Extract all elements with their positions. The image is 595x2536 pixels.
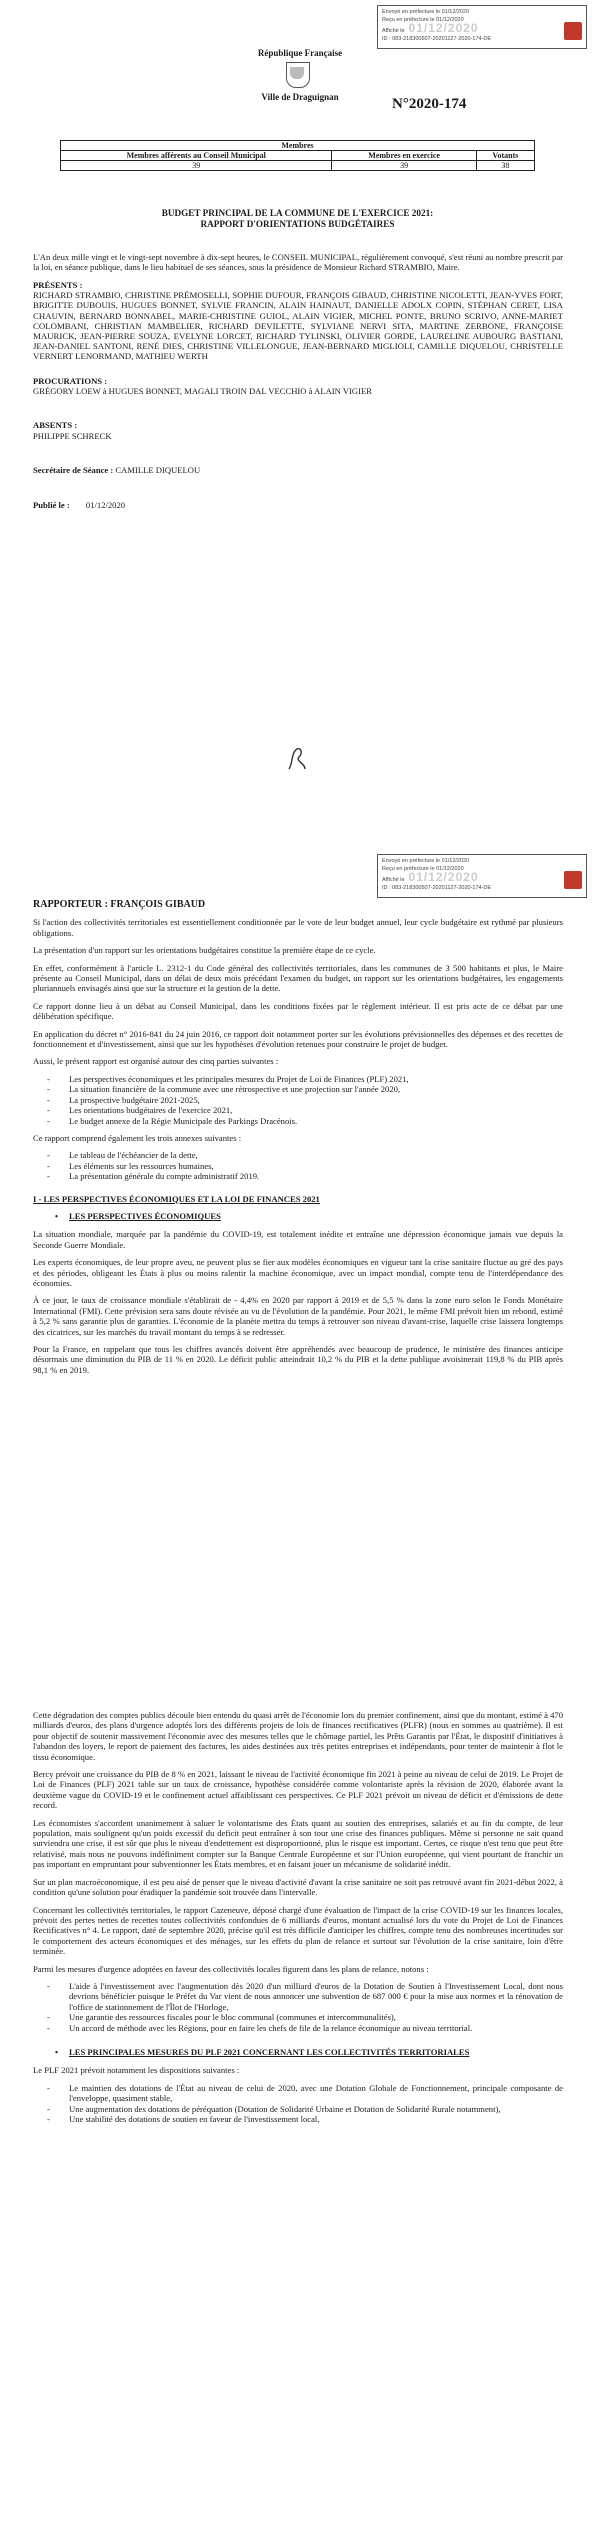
stamp-logo-icon — [564, 871, 582, 889]
subsection-list — [33, 2047, 563, 2057]
page2-paragraph-8: La situation mondiale, marquée par la pandémie du COVID-19, est totalement inédite et entraîne une dépression économique jamais vue depuis la Seconde Guerre Mondiale. — [33, 1229, 563, 1250]
page3-paragraph-7: Le PLF 2021 prévoit notamment les dispositions suivantes : — [33, 2065, 240, 2076]
members-value-votants: 38 — [476, 161, 534, 171]
page2-paragraph-3: En effet, conformément à l'article L. 2312-1 du Code général des collectivités territoriales, dans les communes de 3 500 habitants et plus, le Maire présente au Conseil Municipal, dans un délai de deux mois précédant l'examen du budget, un rapport sur les orientations budgétaires, les engagements pluriannuels envisagés ainsi que sur la structure et la gestion de la dette. — [33, 962, 563, 994]
page2-paragraph-6: Aussi, le présent rapport est organisé autour des cinq parties suivantes : — [33, 1056, 279, 1067]
section-1-heading: I - LES PERSPECTIVES ÉCONOMIQUES ET LA LOI DE FINANCES 2021 — [33, 1193, 320, 1204]
plf-measures-list — [33, 2083, 563, 2125]
secretaire-text: CAMILLE DIQUELOU — [115, 465, 201, 476]
title-line-2: RAPPORT D'ORIENTATIONS BUDGÉTAIRES — [200, 219, 395, 229]
stamp-logo-icon — [564, 22, 582, 40]
subsection-heading: • LES PRINCIPALES MESURES DU PLF 2021 CONCERNANT LES COLLECTIVITÉS TERRITORIALES — [69, 2047, 563, 2057]
stamp-line-id: ID : 083-218300507-20201127-2020-174-DE — [382, 885, 492, 891]
urgency-measures-list — [33, 1981, 563, 2033]
present-label: PRÉSENTS : — [33, 279, 83, 290]
city-crest-inner — [290, 67, 304, 79]
page1-body — [33, 252, 563, 517]
stamp-line-received: Reçu en préfecture le 01/12/2020 — [382, 866, 464, 872]
members-table — [60, 140, 535, 171]
list-item: - Les orientations budgétaires de l'exercice 2021, — [69, 1105, 563, 1115]
procurations-label: PROCURATIONS : — [33, 375, 108, 386]
members-header-exercice: Membres en exercice — [332, 151, 476, 161]
page3-body — [33, 1710, 563, 2131]
list-item: - Les éléments sur les ressources humaines, — [69, 1161, 563, 1171]
list-item: - Les perspectives économiques et les principales mesures du Projet de Loi de Finances (PLF) 2021, — [69, 1074, 563, 1084]
list-item: - Une augmentation des dotations de péréquation (Dotation de Solidarité Urbaine et Dotation de Solidarité Rurale notamment), — [69, 2104, 563, 2114]
absents-text: PHILIPPE SCHRECK — [33, 430, 112, 441]
stamp-line-sent: Envoyé en préfecture le 01/12/2020 — [382, 9, 470, 15]
stamp-line-received: Reçu en préfecture le 01/12/2020 — [382, 17, 464, 23]
stamp-posted-label: Affiché le — [382, 28, 405, 34]
stamp-line-sent: Envoyé en préfecture le 01/12/2020 — [382, 858, 470, 864]
republic-heading: République Française — [257, 48, 343, 58]
title-line-1: BUDGET PRINCIPAL DE LA COMMUNE DE L'EXERCICE 2021: — [161, 208, 434, 218]
stamp-posted-date: 01/12/2020 — [408, 870, 479, 884]
secretaire-label: Secrétaire de Séance : — [33, 465, 114, 476]
prefecture-stamp-2 — [377, 854, 587, 898]
page-separator — [0, 800, 595, 840]
stamp-posted-date: 01/12/2020 — [408, 21, 479, 35]
session-intro: L'An deux mille vingt et le vingt-sept novembre à dix-sept heures, le CONSEIL MUNICIPAL, régulièrement convoqué, s'est réuni au nombre prescrit par la loi, en séance publique, dans le lieu habituel de ses séances, sous la présidence de Monsieur Richard STRAMBIO, Maire. — [33, 252, 563, 273]
page3-paragraph-6: Parmi les mesures d'urgence adoptées en faveur des collectivités locales figurent dans les plans de relance, notons : — [33, 1963, 429, 1974]
subsection-heading: • LES PERSPECTIVES ÉCONOMIQUES — [69, 1211, 563, 1221]
page3-paragraph-1: Cette dégradation des comptes publics découle bien entendu du quasi arrêt de l'économie lors du premier confinement, ainsi que du montant, estimé à 470 milliards d'euros, des plans d'urgence adoptés lors des différents projets de lois de finances rectificatives (PLFR) (nous en sommes au quatrième). Il est pour objectif de soutenir massivement l'économie avec des mesures telles que le chômage partiel, les Prêts Garantis par l'État, le dispositif d'initiatives à l'abandon des loyers, le report de paiement des factures, les aides destinées aux très petites entreprises et indépendants, pour tenter de maintenir à flot le tissu économique. — [33, 1710, 563, 1762]
members-header-votants: Votants — [476, 151, 534, 161]
signature-mark-icon — [285, 745, 309, 773]
list-item: - Une stabilité des dotations de soutien en faveur de l'investissement local, — [69, 2114, 563, 2124]
document-page-1 — [0, 0, 595, 800]
list-item: - Le maintien des dotations de l'État au niveau de celui de 2020, avec une Dotation Globale de Fonctionnement, principale composante de l'enveloppe, quasiment stable, — [69, 2083, 563, 2104]
list-item: - Un accord de méthode avec les Régions, pour en faire les chefs de file de la relance économique au niveau territorial. — [69, 2023, 563, 2033]
page2-paragraph-1: Si l'action des collectivités territoriales est essentiellement conditionnée par le vote de leur budget annuel, leur cycle budgétaire est rythmé par plusieurs obligations. — [33, 917, 563, 938]
document-title — [60, 208, 535, 230]
list-item: - Le tableau de l'échéancier de la dette, — [69, 1150, 563, 1160]
rapporteur-heading: RAPPORTEUR : FRANÇOIS GIBAUD — [33, 899, 206, 910]
city-name: Ville de Draguignan — [261, 92, 339, 102]
document-page-2 — [0, 840, 595, 1660]
publie-label: Publié le : — [33, 499, 70, 510]
page2-paragraph-2: La présentation d'un rapport sur les orientations budgétaires constitue la première étape de ce cycle. — [33, 945, 376, 956]
list-item: - La prospective budgétaire 2021-2025, — [69, 1095, 563, 1105]
list-item: - La présentation générale du compte administratif 2019. — [69, 1171, 563, 1181]
page3-paragraph-3: Les économistes s'accordent unanimement à saluer le volontarisme des États quant au soutien des entreprises, salariés et au fin du compte, de leur population, mais soulignent qu'un poids excessif du deficit peut entraîner à son tour une crise des finances publiques. Même si personne ne sait quand surviendra une crise, il est sûr que plus le niveau d'endettement est disproportionné, plus le risque est important. Certes, ce risque n'est tenu que peut être relativisé, mais nous ne pouvons indéfiniment compter sur la Banque Centrale Européenne et sur l'Union européenne, qui vient pourtant de franchir un pas important en empruntant pour subventionner les États membres, et en faisant jouer un mécanisme de solidarité inédit. — [33, 1817, 563, 1870]
subsection-list — [33, 1211, 563, 1221]
members-header-afferents: Membres afférents au Conseil Municipal — [61, 151, 332, 161]
publie-date: 01/12/2020 — [85, 499, 126, 510]
stamp-line-id: ID : 083-218300507-20201127-2020-174-DE — [382, 36, 492, 42]
deliberation-number: N°2020-174 — [392, 96, 467, 112]
stamp-posted-label: Affiché le — [382, 877, 405, 883]
report-parts-list — [33, 1074, 563, 1126]
absents-label: ABSENTS : — [33, 420, 78, 431]
present-list: RICHARD STRAMBIO, CHRISTINE PRÉMOSELLI, SOPHIE DUFOUR, FRANÇOIS GIBAUD, CHRISTINE NICOLETTI, JEAN-YVES FORT, BRIGITTE DUBOUIS, HUGUES BONNET, SYLVIE FRANCIN, ALAIN HAINAUT, DANIELLE ADOLX COPIN, STÉPHAN CERET, LISA CHAUVIN, BERNARD BONNABEL, MARIE-CHRISTINE GUIOL, ALAIN VIGIER, MICHEL PONTE, BRUNO SCRIVO, ANNE-MARIET COLOMBANI, CHRISTIAN MAMBELIER, RICHARD DEVILETTE, SYLVIANE NERVI SITA, MARTINE ZERBONE, FRANÇOISE MAURICK, JEAN-PIERRE SOUZA, EVELYNE LORCET, RICHARD TYLINSKI, OLIVIER GORDE, LAURELINE AUBOURG BASTIANI, JEAN-DANIEL SANTONI, RENÉ DIES, CHRISTINE VILLELONGUE, JEAN-BERNARD MIGLIOLI, CAMILLE DIQUELOU, CHRISTELLE VERNERT LENORMAND, MATHIEU WERTH — [33, 290, 563, 362]
page2-paragraph-5: En application du décret n° 2016-841 du 24 juin 2016, ce rapport doit notamment porter sur les évolutions prévisionnelles des dépenses et des recettes de fonctionnement et d'investissement, ainsi que sur les hypothèses d'évolution retenues pour construire le projet de budget. — [33, 1028, 563, 1050]
members-value-exercice: 39 — [332, 161, 476, 171]
page2-paragraph-10: À ce jour, le taux de croissance mondiale s'établirait de - 4,4% en 2020 par rapport à 2019 et de 5,5 % dans la zone euro selon le Fonds Monétaire International (FMI). Cette prévision sera sans doute révisée au vu de l'évolution de la pandémie. Pour 2021, le même FMI prévoit bien un rebond, estimé à 5,2 % sans garantie plus de garanties. L'économie de la planète mettra du temps à retrouver son niveau d'avant-crise, laquelle crise laissera longtemps des cicatrices, sur les marchés du travail montant du temps à se redresser. — [33, 1295, 563, 1337]
procurations-text: GRÉGORY LOEW à HUGUES BONNET, MAGALI TROIN DAL VECCHIO à ALAIN VIGIER — [33, 386, 372, 397]
page2-paragraph-7: Ce rapport comprend également les trois annexes suivantes : — [33, 1132, 242, 1143]
page2-body — [33, 900, 563, 1382]
prefecture-stamp — [377, 5, 587, 49]
list-item: - Une garantie des ressources fiscales pour le bloc communal (communes et intercommunalités), — [69, 2012, 563, 2022]
page3-paragraph-5: Concernant les collectivités territoriales, le rapport Cazeneuve, déposé chargé d'une évaluation de l'impact de la crise COVID-19 sur les finances locales, prévoit des pertes nettes de recettes toutes collectivités confondues de 6 milliards d'euros, montant actualisé lors du vote du Projet de Loi de Finances Rectificatives n° 4. Le rapport, daté de septembre 2020, précise qu'il est très difficile d'anticiper les chiffres, compte tenu des nombreuses incertitudes sur le comportement des acteurs économiques et des ménages, sur les effets du plan de relance et surtout sur l'évolution de la crise sanitaire, loin d'être terminée. — [33, 1904, 563, 1957]
page3-paragraph-4: Sur un plan macroéconomique, il est peu aisé de penser que le niveau d'activité d'avant la crise sanitaire ne soit pas retrouvé avant fin 2021-début 2022, à condition qu'une solution pour éradiquer la pandémie soit trouvée dans l'intervalle. — [33, 1876, 563, 1898]
members-value-afferents: 39 — [61, 161, 332, 171]
page2-paragraph-9: Les experts économiques, de leur propre aveu, ne peuvent plus se fier aux modèles économiques en vigueur tant la crise sanitaire fluctue au gré des pays et des périodes, obligeant les États à plus ou moins ralentir la machine économique, avec un impact mondial, compte tenu de l'interdépendance des économies. — [33, 1257, 563, 1288]
annexes-list — [33, 1150, 563, 1181]
page2-paragraph-11: Pour la France, en rappelant que tous les chiffres avancés doivent être appréhendés avec beaucoup de prudence, le ministère des finances anticipe désormais une diminution du PIB de 11 % en 2020. Le déficit public atteindrait 10,2 % du PIB et la dette publique avoisinerait 119,8 % du PIB après 98,1 % en 2019. — [33, 1344, 563, 1375]
document-page-3 — [0, 1700, 595, 2536]
list-item: - Le budget annexe de la Régie Municipale des Parkings Dracénois. — [69, 1116, 563, 1126]
page3-paragraph-2: Bercy prévoit une croissance du PIB de 8 % en 2021, laissant le niveau de l'activité économique fin 2021 à peine au niveau de celui de 2019. Le Projet de Loi de Finances (PLF) 2021 table sur un taux de croissance, hypothèse considérée comme volontariste après la révision de 2020, élaborée avant la deuxième vague du COVID-19 et le confinement actuel affaiblissant ces perspectives. Ce PLF 2021 prévoit un niveau de déficit et d'émissions de dette record. — [33, 1769, 563, 1811]
page-separator — [0, 1660, 595, 1700]
list-item: - La situation financière de la commune avec une rétrospective et une projection sur l'année 2020, — [69, 1084, 563, 1094]
page2-paragraph-4: Ce rapport donne lieu à un débat au Conseil Municipal, dans les conditions fixées par le règlement intérieur. Il est pris acte de ce débat par une délibération spécifique. — [33, 1000, 563, 1022]
members-caption: Membres — [61, 141, 535, 151]
list-item: - L'aide à l'investissement avec l'augmentation dès 2020 d'un milliard d'euros de la Dotation de Soutien à l'Investissement Local, dont nous devrions bénéficier puisque le Préfet du Var vient de nous annoncer une subvention de 687 000 € pour la mise aux normes et la rénovation de l'office de stationnement de l'Îlot de l'Horloge, — [69, 1981, 563, 2012]
